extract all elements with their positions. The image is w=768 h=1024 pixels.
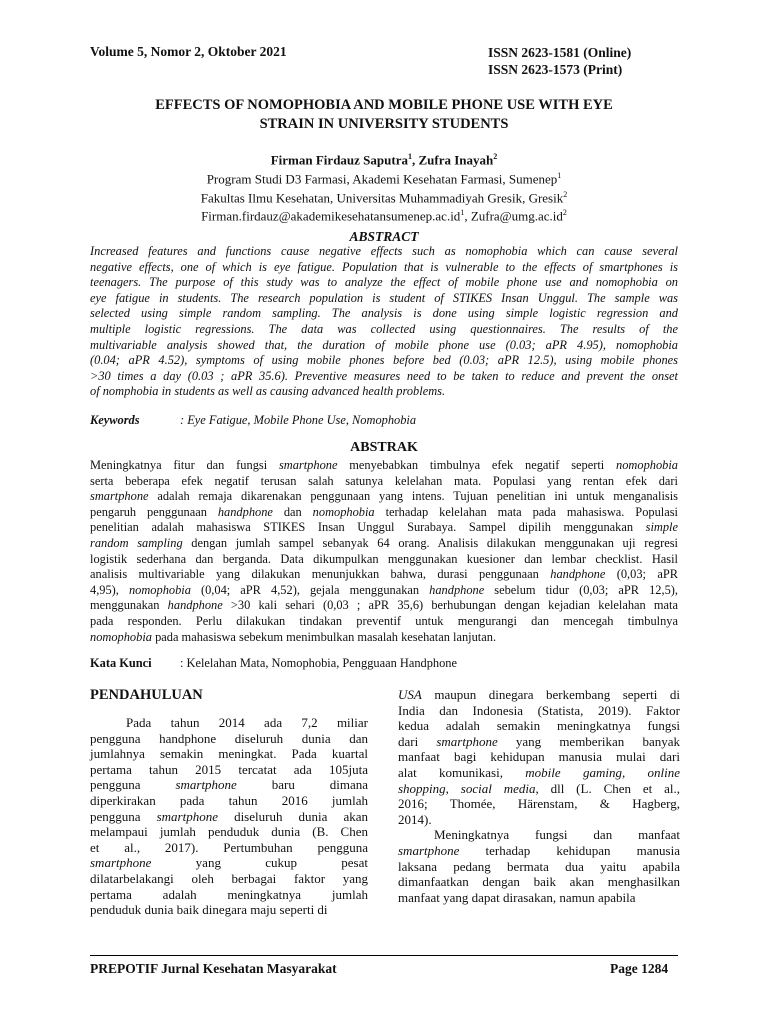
title-line-1: EFFECTS OF NOMOPHOBIA AND MOBILE PHONE USE WITH EYE xyxy=(155,97,613,113)
author-names: Firman Firdauz Saputra$^1$, Zufra Inayah$^2$ xyxy=(270,152,498,168)
text-line: India dan Indonesia (Statista, 2019). Faktor xyxy=(398,702,680,718)
abstrak-heading: ABSTRAK xyxy=(350,440,418,455)
abstract-body xyxy=(90,244,678,400)
text-line: logistik sederhana dan berganda. Data dikumpulkan menggunakan kuesioner dan lembar checklist. Hasil xyxy=(90,551,678,566)
text-line: Pada tahun 2014 ada 7,2 miliar xyxy=(126,715,368,730)
page-number: Page 1284 xyxy=(610,961,669,976)
text-line: menggunakan handphone >30 kali sehari (0,03 ; aPR 35,6) berhubungan dengan kejadian kelelahan mata xyxy=(90,598,678,613)
author-emails: $Firman.firdauz@akademikesehatansumenep.ac.id^1$, $Zufra@umg.ac.id^2$ xyxy=(201,208,567,224)
text-line: teenagers. The purpose of this study was to analyze the effect of mobile phone use and nomophobia on xyxy=(90,275,678,290)
text-line: multiple logistic regressions. The data was collected using questionnaires. The results of the xyxy=(90,321,678,336)
issn-block xyxy=(488,44,631,78)
text-line: eye fatigue in students. The research population is student of STIKES Insan Unggul. The sample was xyxy=(90,290,678,305)
keywords-value: : Eye Fatigue, Mobile Phone Use, Nomophobia xyxy=(180,413,417,427)
author-block xyxy=(90,149,678,224)
text-line: negative effects, one of which is eye fatigue. Population that is vulnerable to the effects of smartphones is xyxy=(90,259,678,274)
abstrak-body xyxy=(90,458,678,645)
text-line: smartphone yang cukup pesat xyxy=(90,855,368,871)
affiliation-2: Fakultas Ilmu Kesehatan, Universitas Muhammadiyah Gresik, Gresik$^2$ xyxy=(200,189,568,205)
text-line: analisis multivariable yang dilakukan menunjukkan bahwa, durasi penggunaan handphone (0,03; aPR xyxy=(90,567,678,582)
text-line: dari smartphone yang memberikan banyak xyxy=(398,733,680,749)
text-line: Meningkatnya fitur dan fungsi smartphone menyebabkan timbulnya efek negatif seperti nomophobia xyxy=(90,458,678,472)
text-line: pada responden. Perlu dilakukan tindakan preventif untuk mengurangi dan mencegah timbulnya xyxy=(90,613,678,628)
text-line: USA maupun dinegara berkembang seperti di xyxy=(398,687,680,702)
issn-print: ISSN 2623-1573 (Print) xyxy=(488,62,623,77)
text-line: 4,95), nomophobia (0,04; aPR 4,52), gejala menggunakan handphone sebelum tidur (0,03; aPR 12,5), xyxy=(90,582,678,597)
text-line: Increased features and functions cause negative effects such as nomophobia which can cause several xyxy=(90,244,678,258)
intro-right-column xyxy=(398,687,680,905)
text-line: multivariable analysis showed that, the duration of mobile phone use (0.03; aPR 4.95), nomophobia xyxy=(90,337,678,352)
text-line: manfaat bagi kehidupan manusia mulai dari xyxy=(398,749,680,765)
text-line: pertama adalah meningkatnya jumlah xyxy=(90,886,368,902)
abstract-heading: ABSTRACT xyxy=(349,229,419,244)
text-line: kedua adalah semakin meningkatnya fungsi xyxy=(398,718,680,734)
text-line: pengguna smartphone diseluruh dunia akan xyxy=(90,808,368,824)
text-line: penduduk dunia baik dinegara maju seperti di xyxy=(90,902,328,918)
text-line: pertama tahun 2015 tercatat ada 105juta xyxy=(90,761,368,777)
text-line: (0.04; aPR 4.52), symptoms of using mobile phones before bed (0.03; aPR 12.5), using mobile phones xyxy=(90,353,678,368)
author-1: Firman Firdauz Saputra xyxy=(270,152,408,168)
text-line: melampaui jumlah penduduk dunia (B. Chen xyxy=(90,824,368,840)
text-line: et al., 2017). Pertumbuhan pengguna xyxy=(90,839,368,855)
text-line: 2016; Thomée, Härenstam, & Hagberg, xyxy=(398,796,680,812)
journal-name: PREPOTIF Jurnal Kesehatan Masyarakat xyxy=(90,961,337,976)
pendahuluan-heading: PENDAHULUAN xyxy=(90,687,203,703)
text-line: manfaat yang dapat dirasakan, namun apabila xyxy=(398,889,636,905)
text-line: diperkirakan pada tahun 2016 jumlah xyxy=(90,792,368,808)
issn-online: ISSN 2623-1581 (Online) xyxy=(488,45,632,60)
text-line: laksana pedang bermata dua yaitu apabila xyxy=(398,858,680,874)
text-line: serta beberapa efek negatif terusan salah satunya kelelahan mata. Populasi yang rentan efek dari xyxy=(90,473,678,488)
paper-title xyxy=(90,96,678,134)
email-2[interactable]: Zufra@umg.ac.id xyxy=(470,208,563,224)
text-line: pengaruh penggunaan handphone dan nomophobia terhadap kelelahan mata pada mahasiswa. Populasi xyxy=(90,504,678,519)
text-line: >30 times a day (0.03 ; aPR 35.6). Preventive measures need to be taken to reduce and prevent the onset xyxy=(90,368,678,383)
text-line: alat komunikasi, mobile gaming, online xyxy=(398,764,680,780)
text-line: jumlahnya semakin meningkat. Pada kuartal xyxy=(90,746,368,762)
volume-info: Volume 5, Nomor 2, Oktober 2021 xyxy=(90,44,287,59)
text-line: dilatarbelakangi oleh berbagai faktor yang xyxy=(90,870,368,886)
email-1[interactable]: Firman.firdauz@akademikesehatansumenep.ac.id xyxy=(201,208,461,224)
text-line: of nomphobia in students as well as causing advanced health problems. xyxy=(90,384,446,399)
affiliation-1: Program Studi D3 Farmasi, Akademi Kesehatan Farmasi, Sumenep$^1$ xyxy=(206,170,562,187)
text-line: smartphone adalah remaja dikarenakan penggunaan yang intens. Tujuan penelitian ini untuk menganalisis xyxy=(90,489,678,504)
keywords-label: Keywords xyxy=(90,413,140,427)
text-line: 2014). xyxy=(398,811,432,827)
text-line: nomophobia pada mahasiswa sebekum menimbulkan masalah kesehatan lanjutan. xyxy=(90,629,497,644)
title-line-2: STRAIN IN UNIVERSITY STUDENTS xyxy=(259,116,509,132)
kata-kunci-label: Kata Kunci xyxy=(90,656,152,670)
intro-left-column xyxy=(90,715,368,918)
text-line: penelitian adalah mahasiswa STIKES Insan Unggul Surabaya. Sampel dipilih menggunakan simple xyxy=(90,520,678,535)
text-line: selected using simple random sampling. The analysis is done using simple logistic regression and xyxy=(90,306,678,321)
text-line: pengguna smartphone baru dimana xyxy=(90,777,368,793)
footer-divider xyxy=(90,955,678,956)
text-line: Meningkatnya fungsi dan manfaat xyxy=(434,827,680,843)
text-line: shopping, social media, dll (L. Chen et al., xyxy=(398,780,681,796)
text-line: pengguna handphone diseluruh dunia dan xyxy=(90,730,368,746)
text-line: smartphone terhadap kehidupan manusia xyxy=(398,842,680,858)
author-2: Zufra Inayah xyxy=(418,152,494,168)
text-line: dimanfaatkan dengan baik akan menghasilkan xyxy=(398,874,680,890)
kata-kunci-value: : Kelelahan Mata, Nomophobia, Pengguaan Handphone xyxy=(180,656,457,670)
text-line: random sampling dengan jumlah sampel sebanyak 64 orang. Analisis dilakukan menggunakan uji regresi xyxy=(90,535,678,550)
